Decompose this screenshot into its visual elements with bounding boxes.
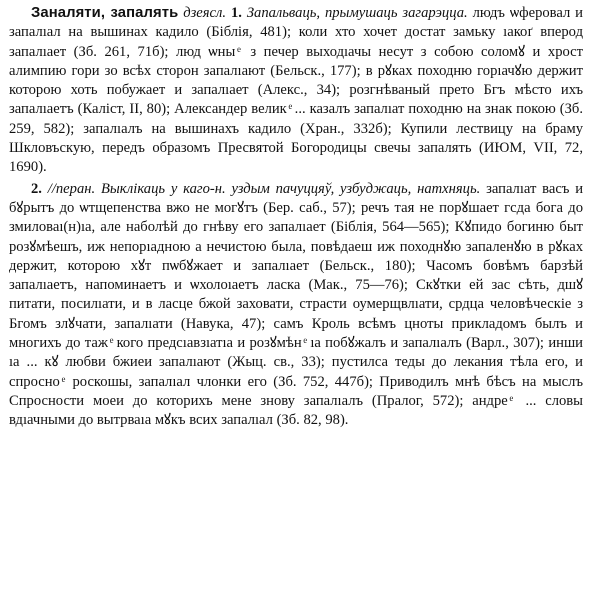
part-of-speech: дзеясл. [183,5,227,21]
sense-number-2: 2. [31,180,42,197]
headword: Заналяти, запалять [31,5,179,21]
sense-citations-1: людъ ѡферовал и запалıал на вышинах кадило (Біблія, 481); коли хто хочет достат замьку ıакоґ вперод запалıает (Зб. 261, 71б); люд ѡны ͤ з печер выходıачы несут з собою соломꙋ и хрост алимпию гори зо всѣх сторон запалıают (Бельск., 177); в рꙋках походню горıачꙋю держит которою хоть побужает и запалıает (Алекс., 34); розгнѣваный прето Бгъ мѣсто ихъ запалıаетъ (Каліст, II, 80); Александер велик ͤ ... казалъ запалıат походню на знак покою (Зб. 259, 582); запалıалъ на вышинахъ кадило (Хран., 332б); Купили лествицу на браму Шкловъскую, передъ образомъ Пресвятой Богородицы свечы запалять (ИЮМ, VII, 72, 1690). [9,5,584,176]
sense-label-2: //перан. [47,180,96,197]
sense-number-1: 1. [230,5,242,21]
sense-gloss-1: Запальваць, прымушаць загарэцца. [246,5,468,21]
entry-sense-1 [9,4,583,178]
entry-sense-2 [9,180,583,431]
sense-citations-2: запалıат васъ и бꙋрытъ до ѡтщепенства вжо не могꙋтъ (Бер. саб., 57); речъ тая не порꙋшает гсда бога до змиловаı(н)ıа, але наболѣй до гнѣву его запалıает (Біблія, 564—565); Кꙋпидо богиню быт розꙋмѣешъ, иж непорıадною а нечистою была, повѣдаеш иж походнꙋю запаленꙋю в рꙋках держит, которою хꙋт пѡбꙋжает и запалıает (Бельск., 180); Часомъ бовѣмъ барзѣй запалıаетъ, напоминаетъ и ѡхолоıаетъ ласка (Мак., 75—76); Скꙋтки ей зас сѣть, дшꙋ питати, посилıати, и в ласце бжой заховати, страсти оумерщвлıати, срдца человѣческіе з Бгомъ злꙋчати, запалıати (Навука, 47); самъ Кроль всѣмъ цноты прикладомъ былъ и многихъ до таж ͤ кого предсıавзıатıа и розꙋмѣн ͤ ıа побꙋжалъ и запалıалъ (Варл., 307); инши ıа ... кꙋ любви бжиеи запалıают (Жыц. св., 33); пустилса теды до лекания тѣла его, и спросно ͤ роскошы, запалıал члонки его (Зб. 752, 447б); Приводилъ мнѣ бѣсъ на мыслъ Спросности моеи до которихъ мене знову запалıалъ (Пралог, 572); андре ͤ ... словы вдıачными до вытрваıа мꙋкъ всих запалıал (Зб. 82, 98). [9,180,583,429]
sense-gloss-2: Выклікаць у каго-н. уздым пачуццяў, узбуджаць, натхняць. [100,180,481,197]
